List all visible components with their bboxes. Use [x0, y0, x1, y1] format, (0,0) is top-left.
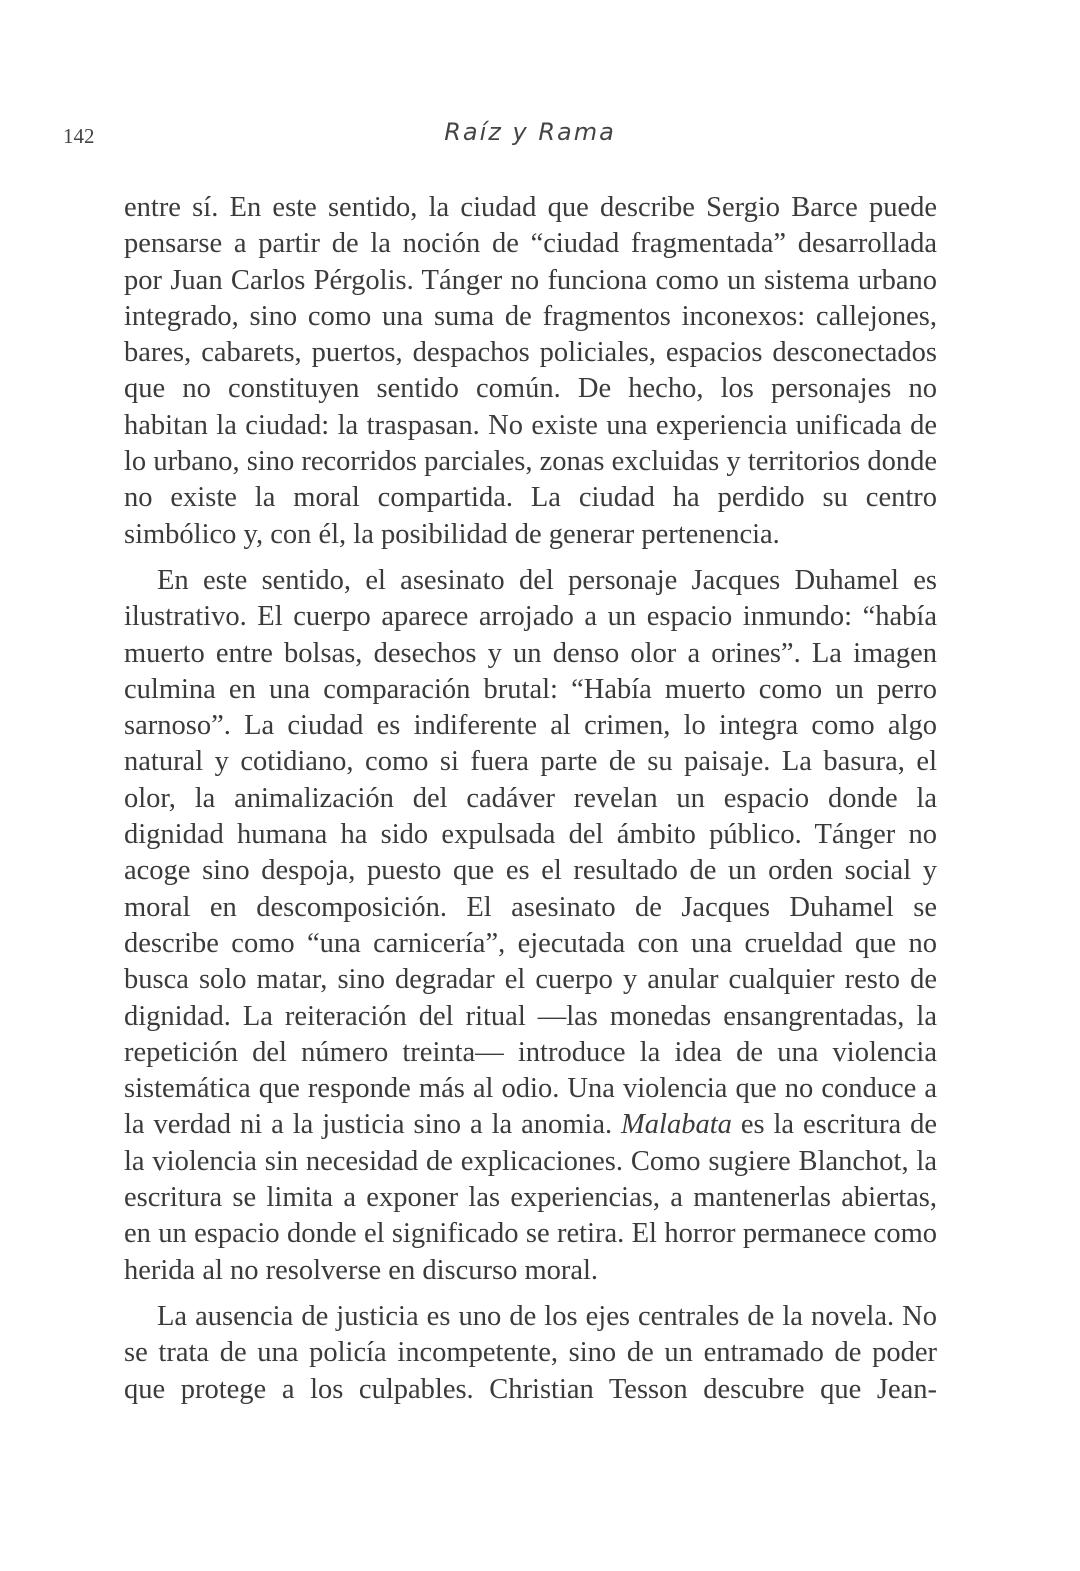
body-text [124, 190, 937, 1408]
paragraph-2 [124, 563, 937, 1289]
book-title-italic: Malabata [621, 1109, 732, 1141]
paragraph-2-text-before: En este sentido, el asesinato del personaje Jacques Duhamel es ilustrativo. El cuerpo aparece arrojado a un espacio inmundo: “había muerto entre bolsas, desechos y un denso olor a orines”. La imagen culmina en una comparación brutal: “Había muerto como un perro sarnoso”. La ciudad es indiferente al crimen, lo integra como algo natural y cotidiano, como si fuera parte de su paisaje. La basura, el olor, la animalización del cadáver revelan un espacio donde la dignidad humana ha sido expulsada del ámbito público. Tánger no acoge sino despoja, puesto que es el resultado de un orden social y moral en descomposición. El asesinato de Jacques Duhamel se describe como “una carnicería”, ejecutada con una crueldad que no busca solo matar, sino degradar el cuerpo y anular cualquier resto de dignidad. La reiteración del ritual —las monedas ensangrentadas, la repetición del número treinta— introduce la idea de una violencia sistemática que responde más al odio. Una violencia que no conduce a la verdad ni a la justicia sino a la anomia. [124, 564, 937, 1141]
running-title: Raíz y Rama [444, 118, 616, 146]
paragraph-3: La ausencia de justicia es uno de los ejes centrales de la novela. No se trata de una policía incompetente, sino de un entramado de poder que protege a los culpables. Christian Tesson descubre que Jean- [124, 1300, 937, 1405]
page-number: 142 [63, 124, 95, 148]
paragraph-2-text-after: es la escritura de la violencia sin necesidad de explicaciones. Como sugiere Blanchot, la escritura se limita a exponer las experiencias, a mantenerlas abiertas, en un espacio donde el significado se retira. El horror permanece como herida al no resolverse en discurso moral. [124, 1109, 937, 1286]
paragraph-1: entre sí. En este sentido, la ciudad que describe Sergio Barce puede pensarse a partir de la noción de “ciudad fragmentada” desarrollada por Juan Carlos Pérgolis. Tánger no funciona como un sistema urbano integrado, sino como una suma de fragmentos inconexos: callejones, bares, cabarets, puertos, despachos policiales, espacios desconectados que no constituyen sentido común. De hecho, los personajes no habitan la ciudad: la traspasan. No existe una experiencia unificada de lo urbano, sino recorridos parciales, zonas excluidas y territorios donde no existe la moral compartida. La ciudad ha perdido su centro simbólico y, con él, la posibilidad de generar pertenencia. [124, 192, 937, 550]
